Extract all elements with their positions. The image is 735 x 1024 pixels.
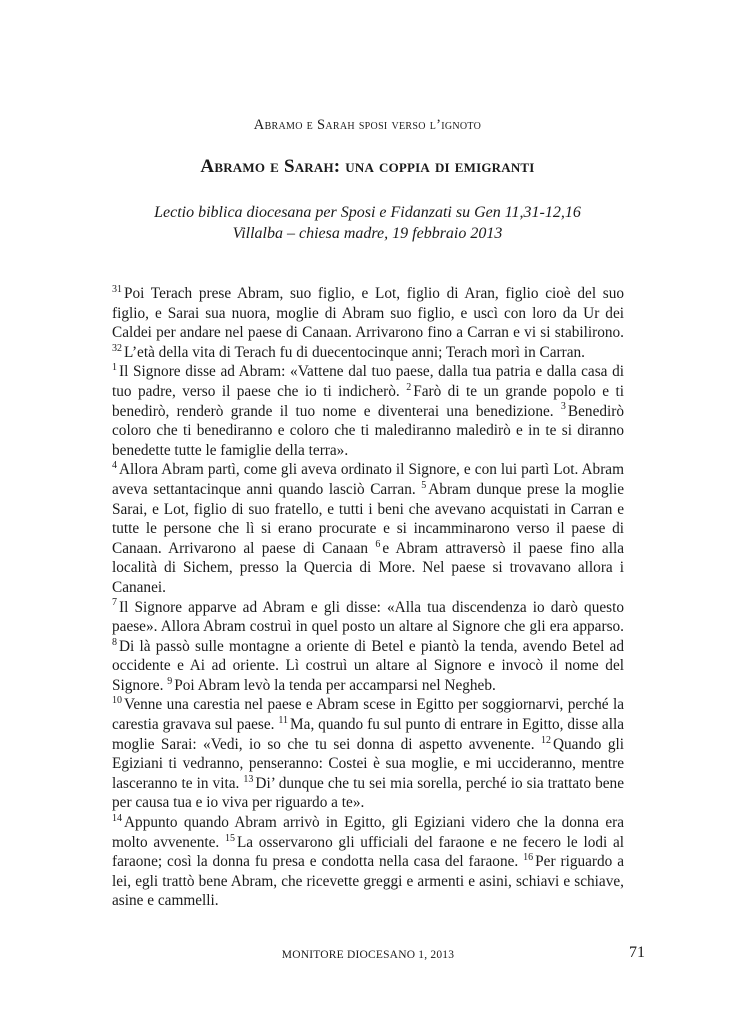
paragraph [112,695,624,813]
verse-number: 10 [112,695,122,707]
page-number: 71 [629,944,645,961]
verse-number: 8 [112,636,117,648]
subtitle-line-2: Villalba – chiesa madre, 19 febbraio 2013 [232,225,503,242]
verse-number: 31 [112,283,122,295]
verse-number: 5 [421,479,427,491]
journal-footer: MONITORE DIOCESANO 1, 2013 [281,949,455,961]
verse-text: Poi Abram levò la tenda per accamparsi nel Negheb. [174,676,496,694]
subtitle-line-1: Lectio biblica diocesana per Sposi e Fidanzati su Gen 11,31-12,16 [154,204,581,221]
verse-text: L’età della vita di Terach fu di duecentocinque anni; Terach morì in Carran. [124,343,585,361]
verse-number: 7 [112,597,117,609]
verse-text: Il Signore disse ad Abram: «Vattene dal tuo paese, dalla tua patria e dalla casa di tuo padre, verso il paese che io ti indicherò. [112,363,624,400]
verse-text: Ma, quando fu sul punto di entrare in Egitto, disse alla moglie Sarai: «Vedi, io so che tu sei donna di aspetto avvenente. [112,716,624,753]
verse-text: Appunto quando Abram arrivò in Egitto, gli Egiziani videro che la donna era molto avvenente. [112,814,624,851]
verse-text: Per riguardo a lei, egli trattò bene Abram, che ricevette greggi e armenti e asini, schiavi e schiave, asine e cammelli. [112,853,625,910]
verse-number: 1 [112,362,117,374]
verse-text: Abram dunque prese la moglie Sarai, e Lot, figlio di suo fratello, e tutti i beni che avevano acquistati in Carran e tutte le persone che lì si erano procurate e si incamminarono verso il paese di Canaan. Arrivarono al paese di Canaan [112,480,624,557]
verse-text: e Abram attraversò il paese fino alla località di Sichem, presso la Quercia di More. Nel paese si trovavano allora i Cananei. [112,539,624,596]
verse-text: La osservarono gli ufficiali del faraone e ne fecero le lodi al faraone; così la donna fu presa e condotta nella casa del faraone. [112,833,624,871]
verse-text: Quando gli Egiziani ti vedranno, penseranno: Costei è sua moglie, e mi uccideranno, mentre lasceranno te in vita. [112,735,625,792]
verse-text: Venne una carestia nel paese e Abram scese in Egitto per soggiornarvi, perché la carestia gravava sul paese. [112,696,624,734]
paragraph [112,598,624,696]
paragraph [112,362,624,460]
verse-number: 16 [523,852,534,864]
article-subtitle [0,202,735,244]
paragraph [112,460,624,597]
paragraph [112,813,624,911]
verse-number: 6 [375,538,381,550]
verse-number: 14 [112,812,122,824]
verse-text: Allora Abram partì, come gli aveva ordinato il Signore, e con lui partì Lot. Abram aveva settantacinque anni quando lasciò Carran. [112,461,624,498]
verse-number: 2 [406,381,412,393]
paragraph [112,284,624,362]
verse-text: Di là passò sulle montagne a oriente di Betel e piantò la tenda, avendo Betel ad occidente e Ai ad oriente. Lì costruì un altare al Signore e invocò il nome del Signore. [112,637,624,694]
scripture-text [112,284,624,911]
verse-number: 11 [278,714,289,726]
verse-text: Poi Terach prese Abram, suo figlio, e Lot, figlio di Aran, figlio cioè del suo figlio, e Sarai sua nuora, moglie di Abram suo figlio, e uscì con loro da Ur dei Caldei per andare nel paese di Canaan. Arrivarono fino a Carran e vi si stabilirono. [112,285,624,342]
verse-number: 9 [167,675,173,687]
verse-number: 15 [224,832,235,844]
verse-text: Di’ dunque che tu sei mia sorella, perché io sia trattato bene per causa tua e io viva per riguardo a te». [112,774,625,812]
verse-text: Benedirò coloro che ti benediranno e coloro che ti malediranno maledirò e in te si diranno benedette tutte le famiglie della terra». [112,402,624,459]
verse-number: 4 [112,460,117,472]
verse-text: Il Signore apparve ad Abram e gli disse: «Alla tua discendenza io darò questo paese». Allora Abram costruì in quel posto un altare al Signore che gli era apparso. [112,598,624,636]
running-head: Abramo e Sarah sposi verso l’ignoto [253,117,482,133]
verse-number: 12 [540,734,551,746]
verse-text: Farò di te un grande popolo e ti benedirò, renderò grande il tuo nome e diventerai una benedizione. [112,382,624,420]
verse-number: 13 [243,773,254,785]
article-title: Abramo e Sarah: una coppia di emigranti [200,156,535,177]
verse-number: 3 [560,401,566,413]
verse-number: 32 [112,342,122,354]
